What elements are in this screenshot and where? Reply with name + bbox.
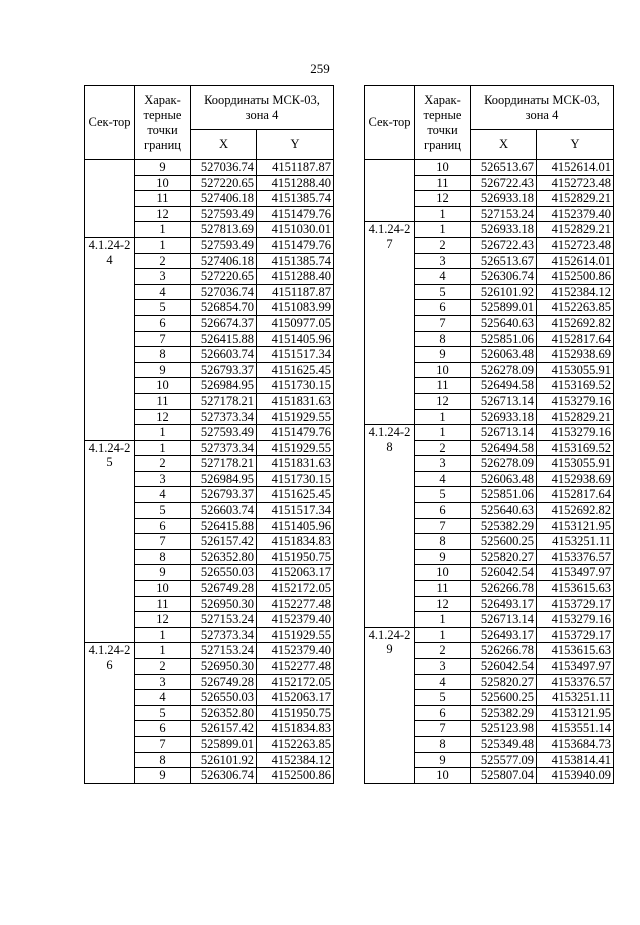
y-header: Y — [257, 130, 334, 160]
x-coordinate-cell: 526674.37 — [191, 315, 257, 331]
y-coordinate-cell: 4152063.17 — [257, 690, 334, 706]
x-coordinate-cell: 526493.17 — [471, 596, 537, 612]
point-number-cell: 4 — [415, 471, 471, 487]
x-coordinate-cell: 527153.24 — [471, 206, 537, 222]
y-coordinate-cell: 4153121.95 — [537, 705, 614, 721]
point-number-cell: 6 — [135, 315, 191, 331]
point-number-cell: 7 — [415, 315, 471, 331]
point-number-cell: 2 — [135, 253, 191, 269]
point-number-cell: 7 — [415, 721, 471, 737]
y-coordinate-cell: 4152500.86 — [537, 269, 614, 285]
x-coordinate-cell: 526950.30 — [191, 659, 257, 675]
x-coordinate-cell: 526306.74 — [471, 269, 537, 285]
point-number-cell: 1 — [415, 627, 471, 643]
x-coordinate-cell: 525600.25 — [471, 534, 537, 550]
point-number-cell: 9 — [135, 565, 191, 581]
y-coordinate-cell: 4153279.16 — [537, 425, 614, 441]
y-coordinate-cell: 4152614.01 — [537, 253, 614, 269]
point-number-cell: 5 — [415, 690, 471, 706]
y-coordinate-cell: 4153615.63 — [537, 643, 614, 659]
y-coordinate-cell: 4151030.01 — [257, 222, 334, 238]
sector-cell: 4.1.24-26 — [85, 643, 135, 783]
point-number-cell: 8 — [415, 534, 471, 550]
y-coordinate-cell: 4151517.34 — [257, 347, 334, 363]
point-number-cell: 7 — [135, 331, 191, 347]
y-coordinate-cell: 4151831.63 — [257, 393, 334, 409]
x-coordinate-cell: 526722.43 — [471, 237, 537, 253]
y-coordinate-cell: 4152277.48 — [257, 659, 334, 675]
point-number-cell: 1 — [415, 425, 471, 441]
y-coordinate-cell: 4151950.75 — [257, 705, 334, 721]
y-coordinate-cell: 4153279.16 — [537, 393, 614, 409]
y-coordinate-cell: 4152063.17 — [257, 565, 334, 581]
sector-cell: 4.1.24-24 — [85, 237, 135, 440]
x-coordinate-cell: 526513.67 — [471, 160, 537, 176]
x-coordinate-cell: 526352.80 — [191, 705, 257, 721]
point-number-cell: 1 — [415, 612, 471, 628]
x-coordinate-cell: 527406.18 — [191, 253, 257, 269]
x-coordinate-cell: 527036.74 — [191, 160, 257, 176]
point-number-cell: 6 — [135, 721, 191, 737]
y-coordinate-cell: 4153279.16 — [537, 612, 614, 628]
point-number-cell: 9 — [135, 160, 191, 176]
points-header: Харак-терные точки границ — [415, 86, 471, 160]
y-coordinate-cell: 4152829.21 — [537, 409, 614, 425]
x-coordinate-cell: 526550.03 — [191, 690, 257, 706]
point-number-cell: 10 — [135, 378, 191, 394]
y-coordinate-cell: 4151405.96 — [257, 518, 334, 534]
point-number-cell: 2 — [415, 643, 471, 659]
x-coordinate-cell: 527373.34 — [191, 409, 257, 425]
point-number-cell: 10 — [415, 768, 471, 784]
x-coordinate-cell: 527178.21 — [191, 393, 257, 409]
x-coordinate-cell: 526749.28 — [191, 581, 257, 597]
x-coordinate-cell: 526306.74 — [191, 768, 257, 784]
y-coordinate-cell: 4152817.64 — [537, 331, 614, 347]
y-coordinate-cell: 4151288.40 — [257, 269, 334, 285]
x-coordinate-cell: 526513.67 — [471, 253, 537, 269]
x-coordinate-cell: 525123.98 — [471, 721, 537, 737]
y-coordinate-cell: 4151625.45 — [257, 487, 334, 503]
y-coordinate-cell: 4153729.17 — [537, 627, 614, 643]
x-coordinate-cell: 526157.42 — [191, 721, 257, 737]
y-coordinate-cell: 4150977.05 — [257, 315, 334, 331]
x-coordinate-cell: 526157.42 — [191, 534, 257, 550]
point-number-cell: 11 — [135, 191, 191, 207]
y-coordinate-cell: 4153121.95 — [537, 518, 614, 534]
x-coordinate-cell: 525640.63 — [471, 315, 537, 331]
x-coordinate-cell: 525640.63 — [471, 503, 537, 519]
x-coordinate-cell: 525820.27 — [471, 549, 537, 565]
point-number-cell: 8 — [135, 347, 191, 363]
x-coordinate-cell: 527406.18 — [191, 191, 257, 207]
point-number-cell: 2 — [415, 440, 471, 456]
point-number-cell: 7 — [135, 534, 191, 550]
sector-header: Сек-тор — [85, 86, 135, 160]
x-coordinate-cell: 526494.58 — [471, 440, 537, 456]
y-coordinate-cell: 4151187.87 — [257, 160, 334, 176]
point-number-cell: 11 — [135, 596, 191, 612]
x-coordinate-cell: 527220.65 — [191, 269, 257, 285]
x-coordinate-cell: 526550.03 — [191, 565, 257, 581]
x-coordinate-cell: 527178.21 — [191, 456, 257, 472]
point-number-cell: 1 — [415, 222, 471, 238]
y-coordinate-cell: 4151929.55 — [257, 409, 334, 425]
point-number-cell: 5 — [415, 284, 471, 300]
coordinates-table-left — [84, 85, 334, 784]
point-number-cell: 8 — [415, 331, 471, 347]
y-coordinate-cell: 4151288.40 — [257, 175, 334, 191]
x-coordinate-cell: 527373.34 — [191, 627, 257, 643]
x-coordinate-cell: 526793.37 — [191, 362, 257, 378]
sector-cell: 4.1.24-27 — [365, 222, 415, 425]
y-coordinate-cell: 4151834.83 — [257, 534, 334, 550]
point-number-cell: 1 — [415, 409, 471, 425]
y-coordinate-cell: 4152384.12 — [257, 752, 334, 768]
point-number-cell: 11 — [415, 378, 471, 394]
point-number-cell: 10 — [415, 362, 471, 378]
x-coordinate-cell: 525382.29 — [471, 518, 537, 534]
x-coordinate-cell: 526266.78 — [471, 643, 537, 659]
point-number-cell: 1 — [135, 627, 191, 643]
x-header: X — [191, 130, 257, 160]
x-coordinate-cell: 526415.88 — [191, 331, 257, 347]
x-coordinate-cell: 526793.37 — [191, 487, 257, 503]
point-number-cell: 9 — [415, 347, 471, 363]
point-number-cell: 1 — [135, 425, 191, 441]
point-number-cell: 4 — [415, 674, 471, 690]
x-coordinate-cell: 526749.28 — [191, 674, 257, 690]
x-coordinate-cell: 526042.54 — [471, 565, 537, 581]
x-coordinate-cell: 525899.01 — [191, 736, 257, 752]
x-coordinate-cell: 526101.92 — [471, 284, 537, 300]
x-coordinate-cell: 526278.09 — [471, 362, 537, 378]
x-header: X — [471, 130, 537, 160]
y-coordinate-cell: 4153169.52 — [537, 378, 614, 394]
y-coordinate-cell: 4152172.05 — [257, 674, 334, 690]
sector-cell — [365, 160, 415, 222]
table-row — [85, 643, 334, 659]
y-coordinate-cell: 4151730.15 — [257, 378, 334, 394]
table-row — [365, 222, 614, 238]
y-coordinate-cell: 4152829.21 — [537, 191, 614, 207]
point-number-cell: 10 — [415, 565, 471, 581]
x-coordinate-cell: 526266.78 — [471, 581, 537, 597]
y-coordinate-cell: 4152379.40 — [537, 206, 614, 222]
point-number-cell: 3 — [415, 659, 471, 675]
point-number-cell: 9 — [415, 549, 471, 565]
y-coordinate-cell: 4151083.99 — [257, 300, 334, 316]
y-coordinate-cell: 4153497.97 — [537, 565, 614, 581]
y-coordinate-cell: 4152384.12 — [537, 284, 614, 300]
point-number-cell: 1 — [415, 206, 471, 222]
y-coordinate-cell: 4152692.82 — [537, 503, 614, 519]
point-number-cell: 3 — [135, 674, 191, 690]
y-coordinate-cell: 4152938.69 — [537, 347, 614, 363]
table-row — [365, 160, 614, 176]
y-header: Y — [537, 130, 614, 160]
y-coordinate-cell: 4151479.76 — [257, 425, 334, 441]
x-coordinate-cell: 527593.49 — [191, 206, 257, 222]
point-number-cell: 1 — [135, 643, 191, 659]
x-coordinate-cell: 527373.34 — [191, 440, 257, 456]
point-number-cell: 2 — [135, 659, 191, 675]
point-number-cell: 6 — [415, 503, 471, 519]
table-row — [85, 160, 334, 176]
x-coordinate-cell: 526352.80 — [191, 549, 257, 565]
coordinates-table-right — [364, 85, 614, 784]
y-coordinate-cell: 4153376.57 — [537, 674, 614, 690]
y-coordinate-cell: 4152614.01 — [537, 160, 614, 176]
y-coordinate-cell: 4153729.17 — [537, 596, 614, 612]
point-number-cell: 2 — [415, 237, 471, 253]
x-coordinate-cell: 525382.29 — [471, 705, 537, 721]
x-coordinate-cell: 525577.09 — [471, 752, 537, 768]
x-coordinate-cell: 525851.06 — [471, 331, 537, 347]
page-number: 259 — [310, 61, 330, 76]
point-number-cell: 12 — [135, 409, 191, 425]
point-number-cell: 12 — [415, 191, 471, 207]
point-number-cell: 1 — [135, 440, 191, 456]
y-coordinate-cell: 4153940.09 — [537, 768, 614, 784]
x-coordinate-cell: 525349.48 — [471, 736, 537, 752]
y-coordinate-cell: 4152829.21 — [537, 222, 614, 238]
point-number-cell: 3 — [415, 253, 471, 269]
y-coordinate-cell: 4153376.57 — [537, 549, 614, 565]
x-coordinate-cell: 526722.43 — [471, 175, 537, 191]
x-coordinate-cell: 526713.14 — [471, 393, 537, 409]
x-coordinate-cell: 525600.25 — [471, 690, 537, 706]
y-coordinate-cell: 4153251.11 — [537, 690, 614, 706]
point-number-cell: 5 — [415, 487, 471, 503]
table-body — [85, 160, 334, 784]
y-coordinate-cell: 4152172.05 — [257, 581, 334, 597]
table-row — [85, 440, 334, 456]
y-coordinate-cell: 4151479.76 — [257, 206, 334, 222]
x-coordinate-cell: 526950.30 — [191, 596, 257, 612]
point-number-cell: 11 — [135, 393, 191, 409]
point-number-cell: 3 — [135, 269, 191, 285]
point-number-cell: 12 — [415, 393, 471, 409]
y-coordinate-cell: 4152263.85 — [257, 736, 334, 752]
y-coordinate-cell: 4153055.91 — [537, 362, 614, 378]
y-coordinate-cell: 4152277.48 — [257, 596, 334, 612]
y-coordinate-cell: 4151405.96 — [257, 331, 334, 347]
point-number-cell: 12 — [135, 206, 191, 222]
point-number-cell: 7 — [135, 736, 191, 752]
point-number-cell: 5 — [135, 300, 191, 316]
point-number-cell: 6 — [415, 300, 471, 316]
point-number-cell: 5 — [135, 705, 191, 721]
x-coordinate-cell: 527593.49 — [191, 237, 257, 253]
y-coordinate-cell: 4151517.34 — [257, 503, 334, 519]
point-number-cell: 9 — [415, 752, 471, 768]
x-coordinate-cell: 526713.14 — [471, 612, 537, 628]
y-coordinate-cell: 4152379.40 — [257, 612, 334, 628]
y-coordinate-cell: 4152500.86 — [257, 768, 334, 784]
x-coordinate-cell: 526494.58 — [471, 378, 537, 394]
y-coordinate-cell: 4152692.82 — [537, 315, 614, 331]
y-coordinate-cell: 4152938.69 — [537, 471, 614, 487]
y-coordinate-cell: 4151929.55 — [257, 440, 334, 456]
x-coordinate-cell: 526984.95 — [191, 378, 257, 394]
x-coordinate-cell: 526415.88 — [191, 518, 257, 534]
y-coordinate-cell: 4151625.45 — [257, 362, 334, 378]
y-coordinate-cell: 4153251.11 — [537, 534, 614, 550]
y-coordinate-cell: 4153551.14 — [537, 721, 614, 737]
x-coordinate-cell: 526984.95 — [191, 471, 257, 487]
y-coordinate-cell: 4151385.74 — [257, 191, 334, 207]
point-number-cell: 8 — [135, 549, 191, 565]
x-coordinate-cell: 526493.17 — [471, 627, 537, 643]
y-coordinate-cell: 4152723.48 — [537, 175, 614, 191]
y-coordinate-cell: 4151834.83 — [257, 721, 334, 737]
x-coordinate-cell: 526063.48 — [471, 347, 537, 363]
sector-header: Сек-тор — [365, 86, 415, 160]
point-number-cell: 1 — [135, 237, 191, 253]
x-coordinate-cell: 525820.27 — [471, 674, 537, 690]
table-row — [85, 237, 334, 253]
point-number-cell: 7 — [415, 518, 471, 534]
x-coordinate-cell: 526933.18 — [471, 409, 537, 425]
x-coordinate-cell: 525851.06 — [471, 487, 537, 503]
coords-header: Координаты МСК-03, зона 4 — [191, 86, 334, 130]
point-number-cell: 8 — [415, 736, 471, 752]
table-body — [365, 160, 614, 784]
point-number-cell: 3 — [135, 471, 191, 487]
y-coordinate-cell: 4153055.91 — [537, 456, 614, 472]
point-number-cell: 6 — [415, 705, 471, 721]
x-coordinate-cell: 527036.74 — [191, 284, 257, 300]
x-coordinate-cell: 526603.74 — [191, 347, 257, 363]
y-coordinate-cell: 4151950.75 — [257, 549, 334, 565]
y-coordinate-cell: 4151929.55 — [257, 627, 334, 643]
y-coordinate-cell: 4153814.41 — [537, 752, 614, 768]
point-number-cell: 1 — [135, 222, 191, 238]
table-row — [365, 627, 614, 643]
sector-cell: 4.1.24-29 — [365, 627, 415, 783]
y-coordinate-cell: 4153684.73 — [537, 736, 614, 752]
sector-cell — [85, 160, 135, 238]
x-coordinate-cell: 527813.69 — [191, 222, 257, 238]
point-number-cell: 9 — [135, 362, 191, 378]
y-coordinate-cell: 4152723.48 — [537, 237, 614, 253]
y-coordinate-cell: 4152379.40 — [257, 643, 334, 659]
y-coordinate-cell: 4151187.87 — [257, 284, 334, 300]
point-number-cell: 10 — [135, 175, 191, 191]
points-header: Харак-терные точки границ — [135, 86, 191, 160]
x-coordinate-cell: 526603.74 — [191, 503, 257, 519]
x-coordinate-cell: 527220.65 — [191, 175, 257, 191]
point-number-cell: 8 — [135, 752, 191, 768]
x-coordinate-cell: 525899.01 — [471, 300, 537, 316]
point-number-cell: 3 — [415, 456, 471, 472]
x-coordinate-cell: 526063.48 — [471, 471, 537, 487]
y-coordinate-cell: 4151831.63 — [257, 456, 334, 472]
x-coordinate-cell: 526933.18 — [471, 191, 537, 207]
y-coordinate-cell: 4153169.52 — [537, 440, 614, 456]
y-coordinate-cell: 4153497.97 — [537, 659, 614, 675]
sector-cell: 4.1.24-28 — [365, 425, 415, 628]
x-coordinate-cell: 526278.09 — [471, 456, 537, 472]
x-coordinate-cell: 526101.92 — [191, 752, 257, 768]
x-coordinate-cell: 526854.70 — [191, 300, 257, 316]
point-number-cell: 4 — [135, 487, 191, 503]
point-number-cell: 5 — [135, 503, 191, 519]
coords-header: Координаты МСК-03, зона 4 — [471, 86, 614, 130]
point-number-cell: 12 — [135, 612, 191, 628]
point-number-cell: 4 — [135, 284, 191, 300]
point-number-cell: 10 — [415, 160, 471, 176]
x-coordinate-cell: 525807.04 — [471, 768, 537, 784]
x-coordinate-cell: 527153.24 — [191, 643, 257, 659]
x-coordinate-cell: 526713.14 — [471, 425, 537, 441]
point-number-cell: 4 — [415, 269, 471, 285]
point-number-cell: 4 — [135, 690, 191, 706]
y-coordinate-cell: 4153615.63 — [537, 581, 614, 597]
x-coordinate-cell: 526042.54 — [471, 659, 537, 675]
point-number-cell: 9 — [135, 768, 191, 784]
point-number-cell: 6 — [135, 518, 191, 534]
x-coordinate-cell: 526933.18 — [471, 222, 537, 238]
point-number-cell: 2 — [135, 456, 191, 472]
y-coordinate-cell: 4152263.85 — [537, 300, 614, 316]
table-row — [365, 425, 614, 441]
y-coordinate-cell: 4151385.74 — [257, 253, 334, 269]
point-number-cell: 10 — [135, 581, 191, 597]
y-coordinate-cell: 4151479.76 — [257, 237, 334, 253]
point-number-cell: 11 — [415, 581, 471, 597]
x-coordinate-cell: 527153.24 — [191, 612, 257, 628]
y-coordinate-cell: 4151730.15 — [257, 471, 334, 487]
y-coordinate-cell: 4152817.64 — [537, 487, 614, 503]
point-number-cell: 11 — [415, 175, 471, 191]
point-number-cell: 12 — [415, 596, 471, 612]
x-coordinate-cell: 527593.49 — [191, 425, 257, 441]
sector-cell: 4.1.24-25 — [85, 440, 135, 643]
